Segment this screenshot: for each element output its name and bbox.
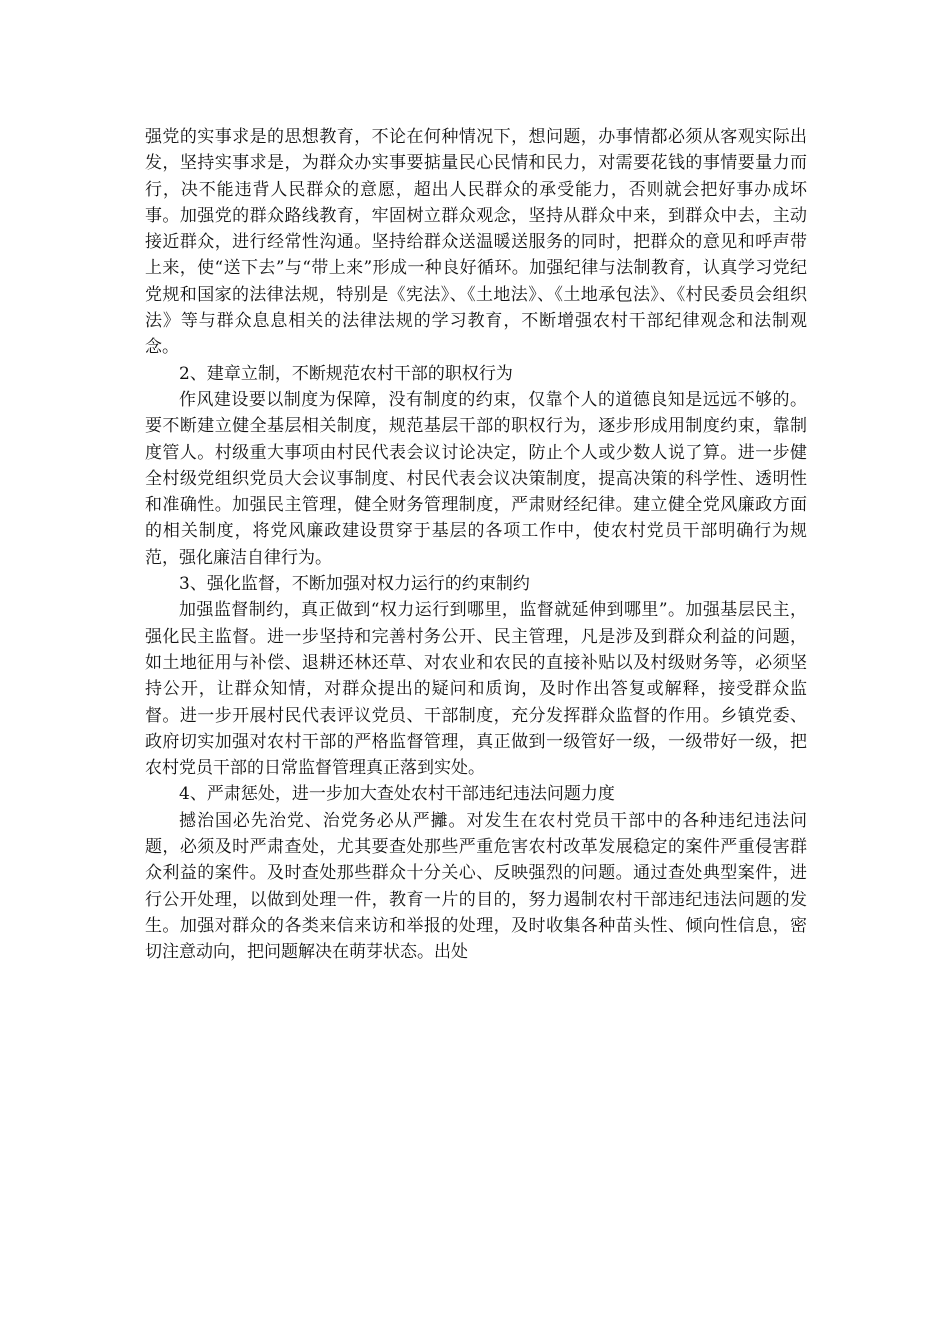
section-heading-3: 3、强化监督，不断加强对权力运行的约束制约 <box>179 574 530 595</box>
paragraph-punishment: 撼治国必先治党、治党务必从严攡。对发生在农村党员干部中的各种违纪违法问题，必须及时严肃查处，尤其要查处那些严重危害农村改革发展稳定的案件严重侵害群众利益的案件。及时查处那些群众十分关心、反映强烈的问题。通过查处典型案件，进行公开处理，以做到处理一件，教育一片的目的，努力遏制农村干部违纪违法问题的发生。加强对群众的各类来信来访和举报的处理，及时收集各种苗头性、倾向性信息，密切注意动向，把问题解决在萌芽状态。出处 <box>145 810 807 963</box>
document-body <box>145 124 807 966</box>
section-heading-2: 2、建章立制，不断规范农村干部的职权行为 <box>179 363 513 384</box>
paragraph-supervision: 加强监督制约，真正做到“权力运行到哪里，监督就延伸到哪里”。加强基层民主，强化民主监督。进一步坚持和完善村务公开、民主管理，凡是涉及到群众利益的问题，如土地征用与补偿、退耕还林还草、对农业和农民的直接补贴以及村级财务等，必须坚持公开，让群众知情，对群众提出的疑问和质询，及时作出答复或解释，接受群众监督。进一步开展村民代表评议党员、干部制度，充分发挥群众监督的作用。乡镇党委、政府切实加强对农村干部的严格监督管理，真正做到一级管好一级，一级带好一级，把农村党员干部的日常监督管理真正落到实处。 <box>145 600 807 779</box>
paragraph-regulation: 作风建设要以制度为保障，没有制度的约束，仅靠个人的道德良知是远远不够的。要不断建立健全基层相关制度，规范基层干部的职权行为，逐步形成用制度约束，靠制度管人。村级重大事项由村民代表会议讨论决定，防止个人或少数人说了算。进一步健全村级党组织党员大会议事制度、村民代表会议决策制度，提高决策的科学性、透明性和准确性。加强民主管理，健全财务管理制度，严肃财经纪律。建立健全党风廉政方面的相关制度，将党风廉政建设贯穿于基层的各项工作中，使农村党员干部明确行为规范，强化廉洁自律行为。 <box>145 389 807 568</box>
section-heading-4: 4、严肃惩处，进一步加大查处农村干部违纪违法问题力度 <box>179 784 615 805</box>
paragraph-education: 强党的实事求是的思想教育，不论在何种情况下，想问题，办事情都必须从客观实际出发，坚持实事求是，为群众办实事要掂量民心民情和民力，对需要花钱的事情要量力而行，决不能违背人民群众的意愿，超出人民群众的承受能力，否则就会把好事办成坏事。加强党的群众路线教育，牢固树立群众观念，坚持从群众中来，到群众中去，主动接近群众，进行经常性沟通。坚持给群众送温暖送服务的同时，把群众的意见和呼声带上来，使“送下去”与“带上来”形成一种良好循环。加强纪律与法制教育，认真学习党纪党规和国家的法律法规，特别是《宪法》、《土地法》、《土地承包法》、《村民委员会组织法》等与群众息息相关的法律法规的学习教育，不断增强农村干部纪律观念和法制观念。 <box>145 127 807 358</box>
